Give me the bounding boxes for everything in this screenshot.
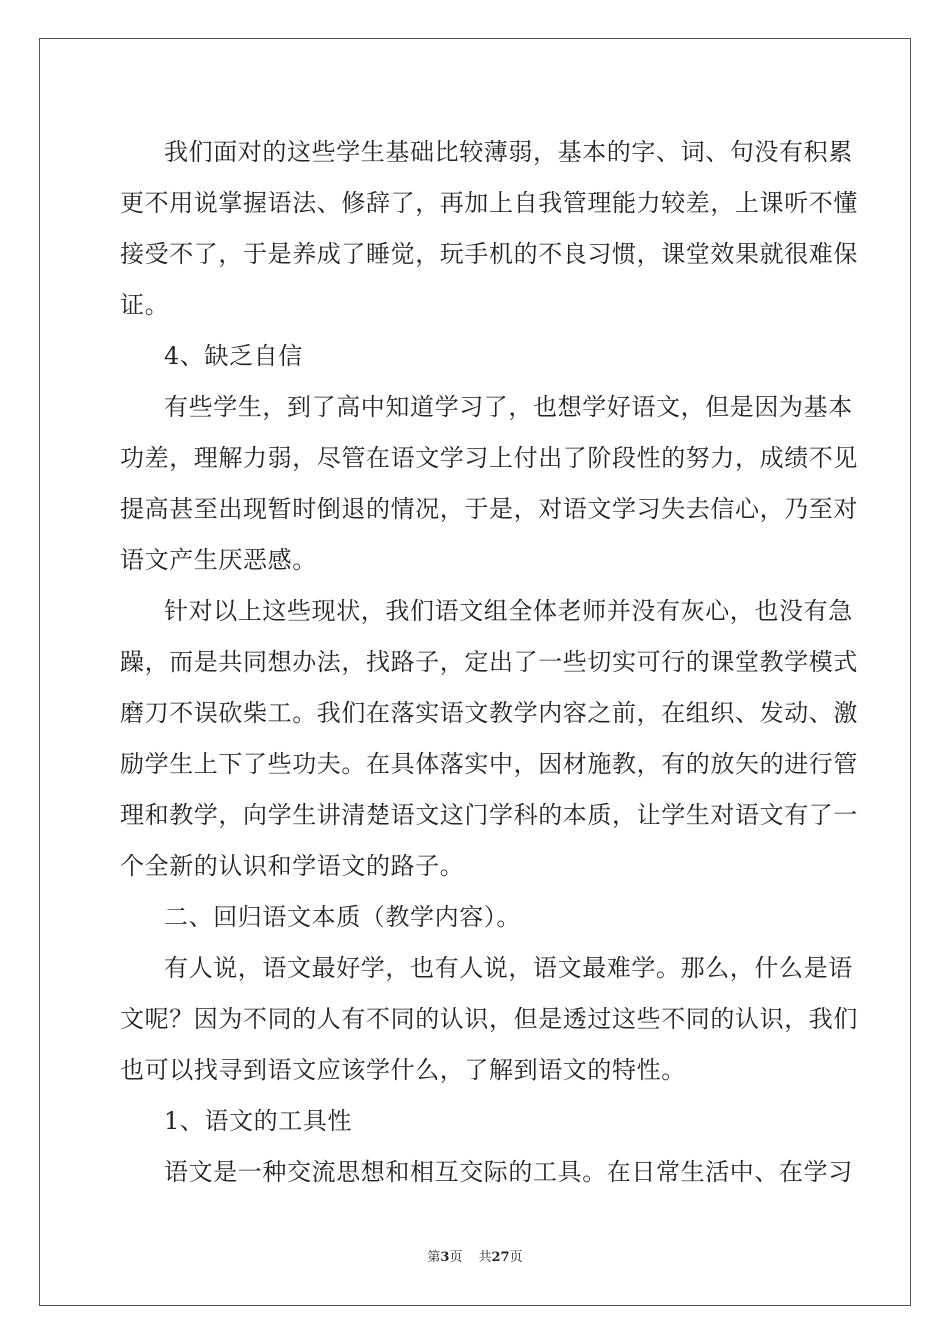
paragraph-line: 有人说，语文最好学，也有人说，语文最难学。那么，什么是语 [164,954,853,982]
paragraph-line: 语文是一种交流思想和相互交际的工具。在日常生活中、在学习 [164,1158,853,1186]
paragraph-line: 更不用说掌握语法、修辞了，再加上自我管理能力较差，上课听不懂 [120,189,858,217]
paragraph-line: 语文产生厌恶感。 [120,546,317,574]
section-heading: 1、语文的工具性 [164,1107,353,1135]
page-number: 3 [440,1250,450,1265]
paragraph-line: 证。 [120,291,170,319]
total-pages: 27 [491,1250,510,1265]
section-heading: 二、回归语文本质（教学内容）。 [164,903,521,931]
document-body [120,127,858,1198]
page-suffix: 页 [449,1250,463,1265]
paragraph-line: 接受不了，于是养成了睡觉，玩手机的不良习惯，课堂效果就很难保 [120,240,858,268]
paragraph-line: 励学生上下了些功夫。在具体落实中，因材施教，有的放矢的进行管 [120,750,858,778]
total-prefix: 共 [478,1250,492,1265]
paragraph-line: 个全新的认识和学语文的路子。 [120,852,465,880]
paragraph-line: 磨刀不误砍柴工。我们在落实语文教学内容之前，在组织、发动、激 [120,699,858,727]
paragraph-line: 理和教学，向学生讲清楚语文这门学科的本质，让学生对语文有了一 [120,801,858,829]
paragraph-line: 躁，而是共同想办法，找路子，定出了一些切实可行的课堂教学模式 [120,648,858,676]
section-heading: 4、缺乏自信 [164,342,303,370]
paragraph-line: 提高甚至出现暂时倒退的情况，于是，对语文学习失去信心，乃至对 [120,495,858,523]
paragraph-line: 文呢？因为不同的人有不同的认识，但是透过这些不同的认识，我们 [120,1005,858,1033]
paragraph-line: 也可以找寻到语文应该学什么，了解到语文的特性。 [120,1056,686,1084]
paragraph-line: 有些学生，到了高中知道学习了，也想学好语文，但是因为基本 [164,393,853,421]
total-suffix: 页 [509,1250,523,1265]
paragraph-line: 我们面对的这些学生基础比较薄弱，基本的字、词、句没有积累 [164,138,853,166]
paragraph-line: 针对以上这些现状，我们语文组全体老师并没有灰心，也没有急 [164,597,853,625]
paragraph-line: 功差，理解力弱，尽管在语文学习上付出了阶段性的努力，成绩不见 [120,444,858,472]
page-prefix: 第 [427,1250,441,1265]
page-footer [0,1246,950,1265]
